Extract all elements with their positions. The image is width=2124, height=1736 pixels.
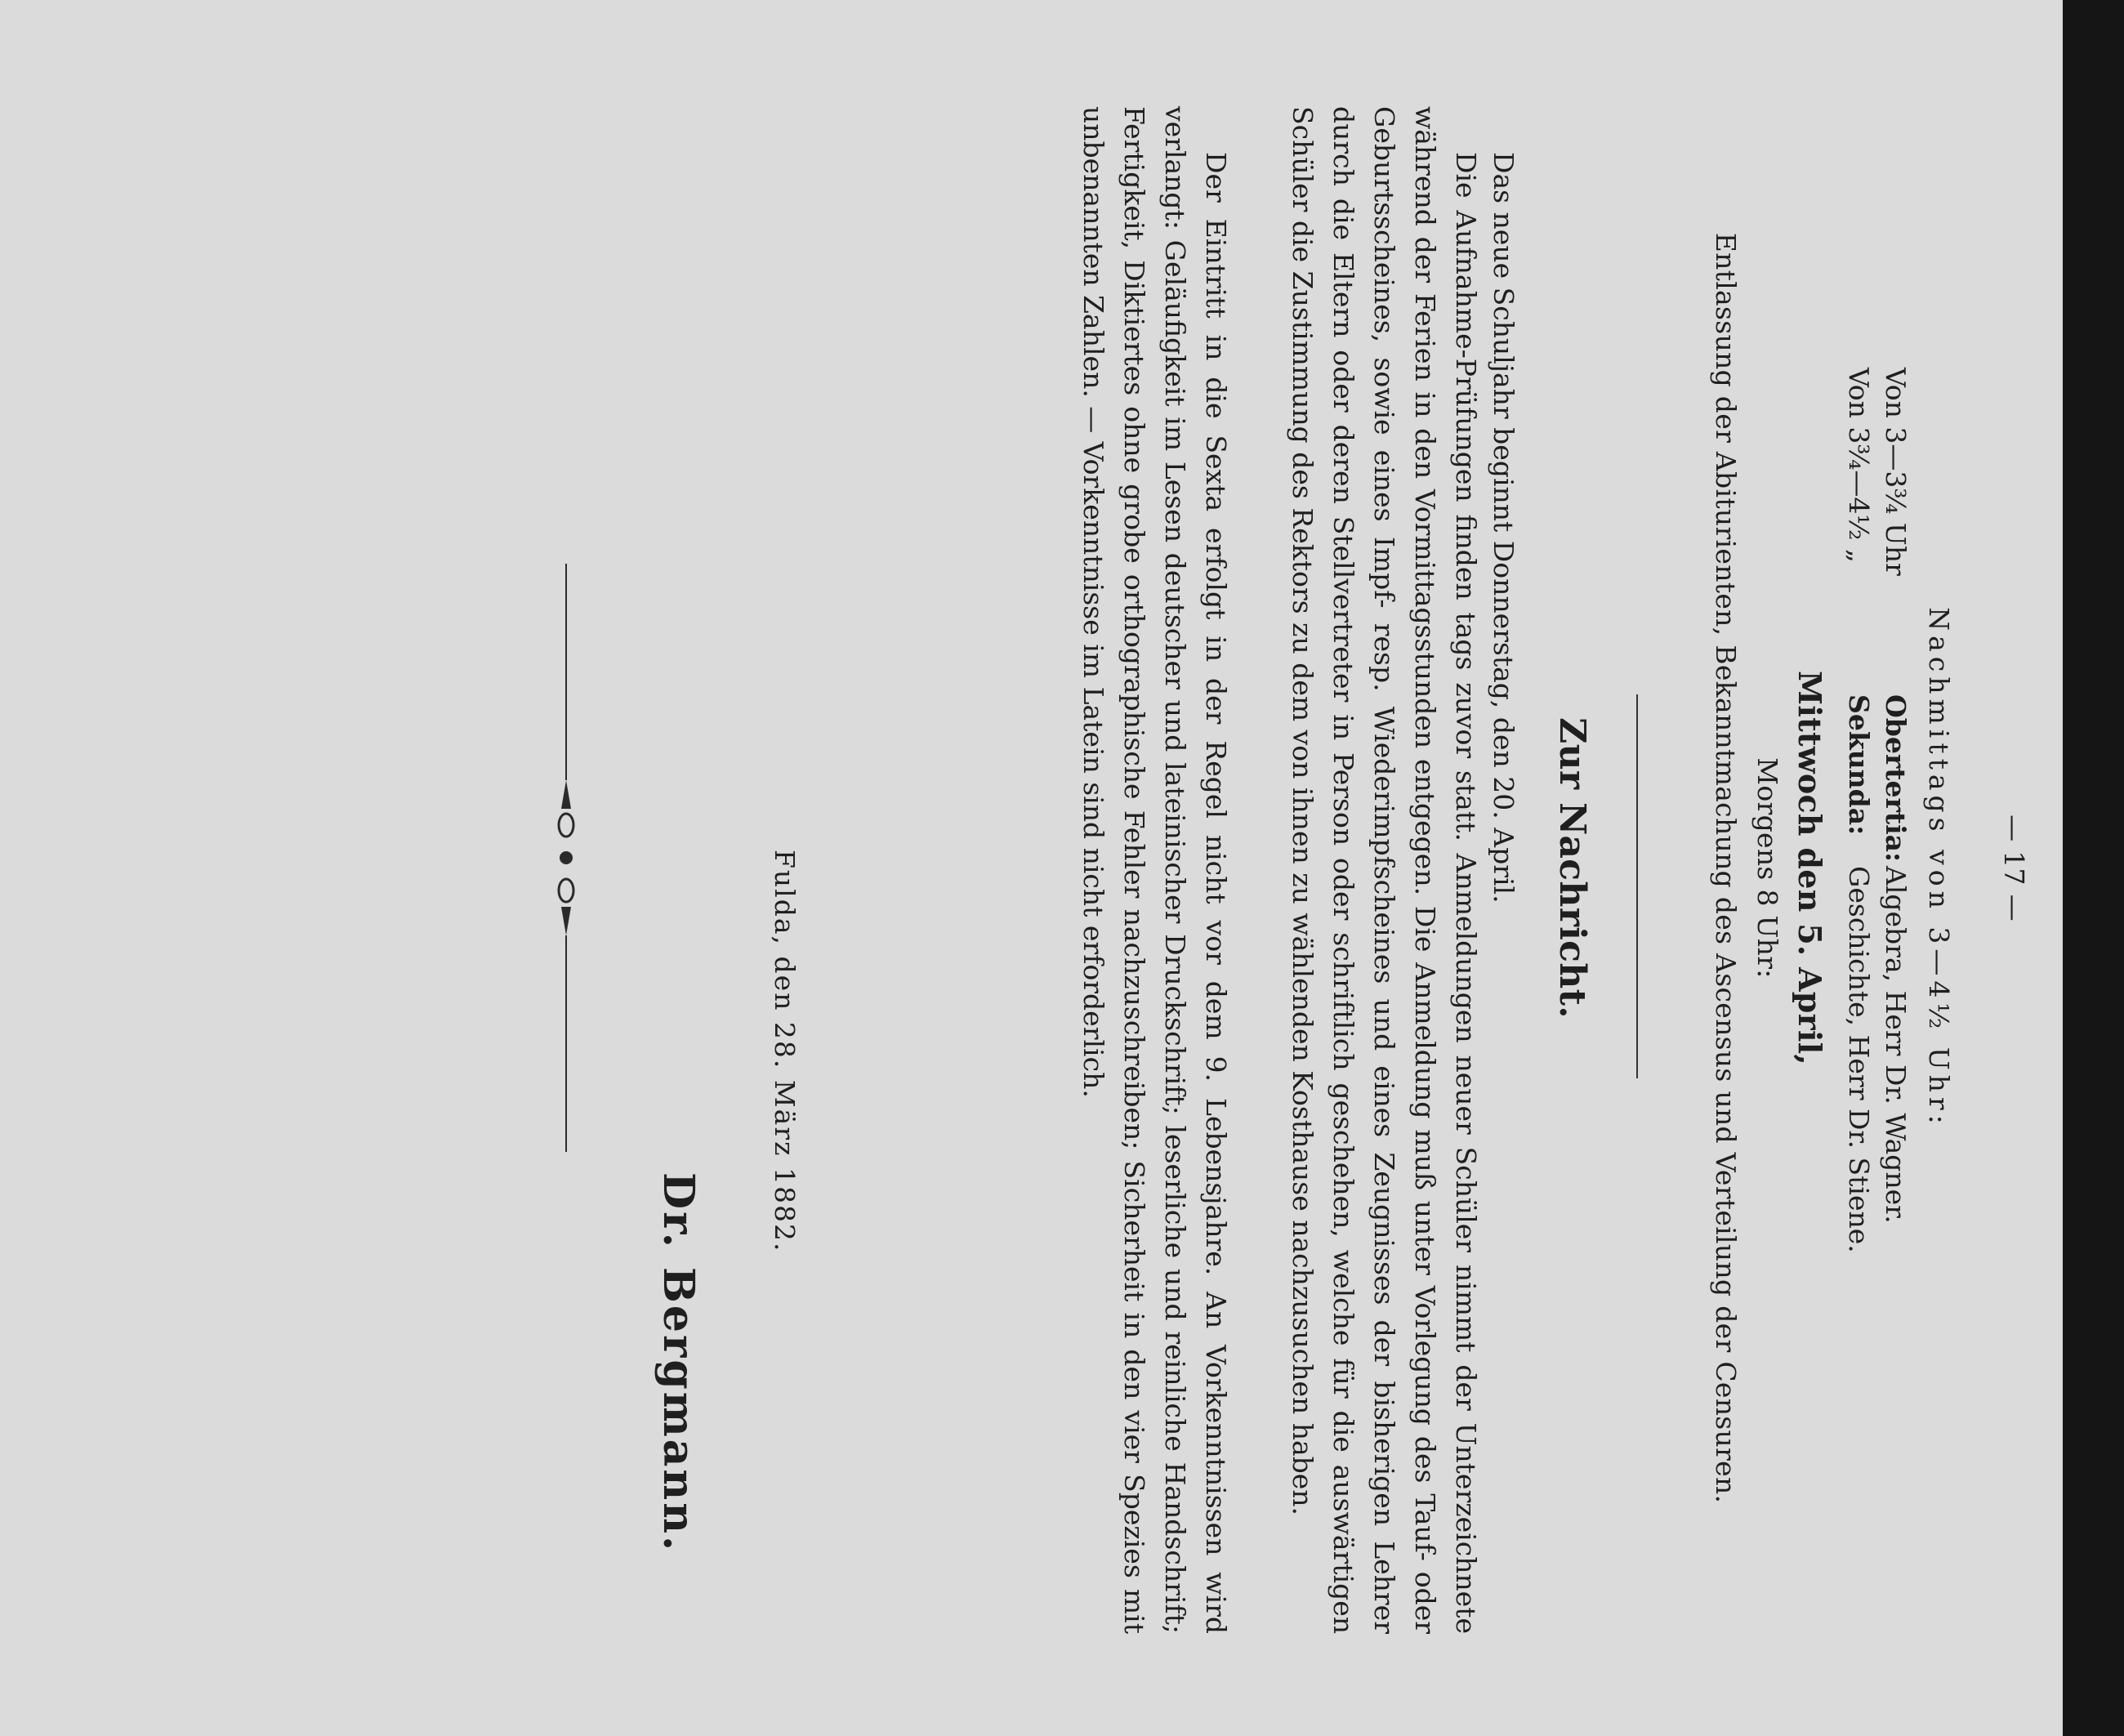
schedule-time: Von 3—3¾ Uhr <box>1880 368 1912 576</box>
schedule-class: Sekunda: <box>1843 694 1875 836</box>
ornamental-rule <box>550 564 582 1152</box>
page-number: — 17 — <box>1998 814 2030 922</box>
wednesday-header: Mittwoch den 5. April, <box>1792 671 1828 1065</box>
schedule-subject: Algebra, Herr Dr. Wagner. <box>1880 866 1912 1224</box>
ornament-center <box>560 851 573 864</box>
notice-paragraph: Der Eintritt in die Sexta erfolgt in der Regel nicht vor dem 9. Lebensjahre. An Vorkenntnissen wird verlangt: Geläufigkeit im Lesen deutscher und lateinischer Druckschrift; leserliche und reinliche Handschrift; Fertigkeit, Diktiertes ohne grobe orthographische Fehler nachzuschreiben; Sicherheit in den vier Spezies mit unbenannten Zahlen. — Vorkenntnisse im Latein sind nicht erforderlich. <box>1078 106 1232 1634</box>
place-date: Fulda, den 28. März 1882. <box>769 850 801 1253</box>
notice-heading: Zur Nachricht. <box>1551 717 1593 1019</box>
ornament-loop <box>559 879 573 902</box>
section-divider <box>1636 694 1638 1078</box>
ornament-loop <box>559 814 573 837</box>
scanner-dark-edge <box>2063 0 2124 1736</box>
schedule-subject: Geschichte, Herr Dr. Stiene. <box>1843 866 1875 1253</box>
notice-paragraph: Das neue Schuljahr beginnt Donnerstag, den 20. April. <box>1488 152 1519 904</box>
ornament-point-right <box>561 907 571 935</box>
ornament-point-left <box>561 780 571 809</box>
schedule-time: Von 3¾—4½ „ <box>1843 368 1875 563</box>
notice-paragraph: Die Aufnahme-Prüfungen finden tags zuvor statt. Anmeldungen neuer Schüler nimmt der Unterzeichnete während der Ferien in den Vormittagsstunden entgegen. Die Anmeldung muß unter Vorlegung des Tauf- oder Geburtsscheines, sowie eines Impf- resp. Wiederimpfscheines und eines Zeugnisses der bisherigen Lehrer durch die Eltern oder deren Stellvertreter in Person oder schriftlich geschehen, welche für die auswärtigen Schüler die Zustimmung des Rektors zu dem von ihnen zu wählenden Kosthause nachzusuchen haben. <box>1287 106 1482 1634</box>
afternoon-header: Nachmittags von 3—4½ Uhr: <box>1923 607 1955 1129</box>
dismissal-line: Entlassung der Abiturienten, Bekanntmachung des Ascensus und Verteilung der Censuren. <box>1710 232 1742 1504</box>
morning-line: Morgens 8 Uhr: <box>1751 757 1783 979</box>
schedule-class: Obertertia: <box>1880 694 1912 863</box>
signature: Dr. Bergmann. <box>654 1172 703 1554</box>
